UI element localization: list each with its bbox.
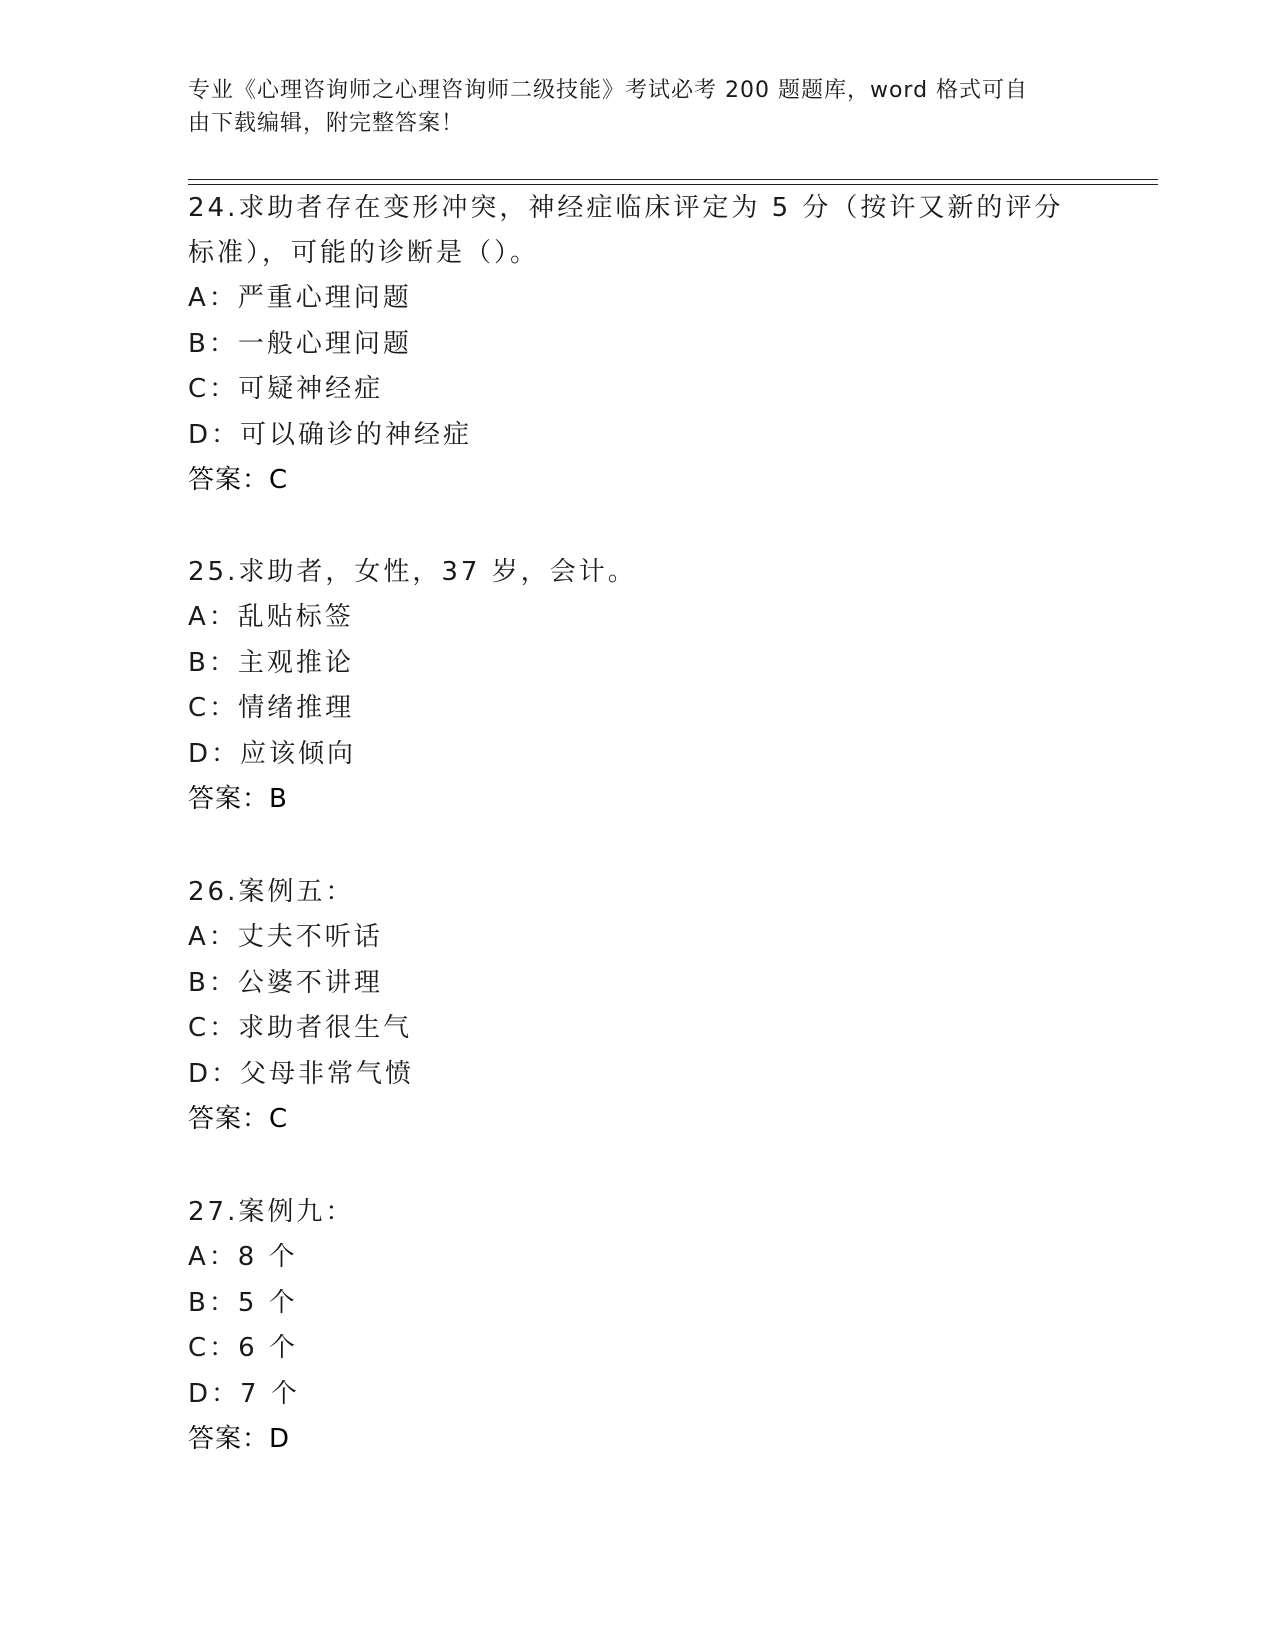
question-text: 27.案例九： xyxy=(188,1197,355,1227)
option-c: C：情绪推理 xyxy=(188,693,355,724)
option-a: A：严重心理问题 xyxy=(188,283,412,313)
intro-line-1: 专业《心理咨询师之心理咨询师二级技能》考试必考 200 题题库，word 格式可自 xyxy=(188,78,1029,103)
answer: 答案：C xyxy=(188,465,289,496)
option-b: B：主观推论 xyxy=(188,647,354,678)
header-divider-bottom xyxy=(188,184,1158,185)
question-text: 26.案例五： xyxy=(188,877,355,907)
document-intro xyxy=(188,74,1068,140)
answer: 答案：D xyxy=(188,1424,291,1455)
option-d: D：应该倾向 xyxy=(188,738,357,769)
option-a: A：乱贴标签 xyxy=(188,602,354,632)
option-b: B：5 个 xyxy=(188,1287,298,1318)
header-divider-top xyxy=(188,179,1158,180)
intro-line-2: 由下载编辑，附完整答案！ xyxy=(188,111,465,136)
option-c: C：求助者很生气 xyxy=(188,1013,413,1044)
answer: 答案：C xyxy=(188,1104,289,1135)
question-25 xyxy=(188,550,1088,823)
option-c: C：6 个 xyxy=(188,1333,298,1364)
option-b: B：公婆不讲理 xyxy=(188,967,383,998)
option-a: A：8 个 xyxy=(188,1242,298,1272)
question-24 xyxy=(188,186,1088,504)
answer: 答案：B xyxy=(188,784,288,815)
question-26 xyxy=(188,870,1088,1143)
option-d: D：父母非常气愤 xyxy=(188,1058,415,1089)
question-text: 24.求助者存在变形冲突，神经症临床评定为 5 分（按许又新的评分标准），可能的诊断是（）。 xyxy=(188,193,1064,268)
option-a: A：丈夫不听话 xyxy=(188,922,383,952)
question-27 xyxy=(188,1190,1088,1463)
question-text: 25.求助者，女性，37 岁，会计。 xyxy=(188,557,637,587)
option-d: D：7 个 xyxy=(188,1378,300,1409)
option-d: D：可以确诊的神经症 xyxy=(188,419,473,450)
option-b: B：一般心理问题 xyxy=(188,328,412,359)
option-c: C：可疑神经症 xyxy=(188,374,384,405)
